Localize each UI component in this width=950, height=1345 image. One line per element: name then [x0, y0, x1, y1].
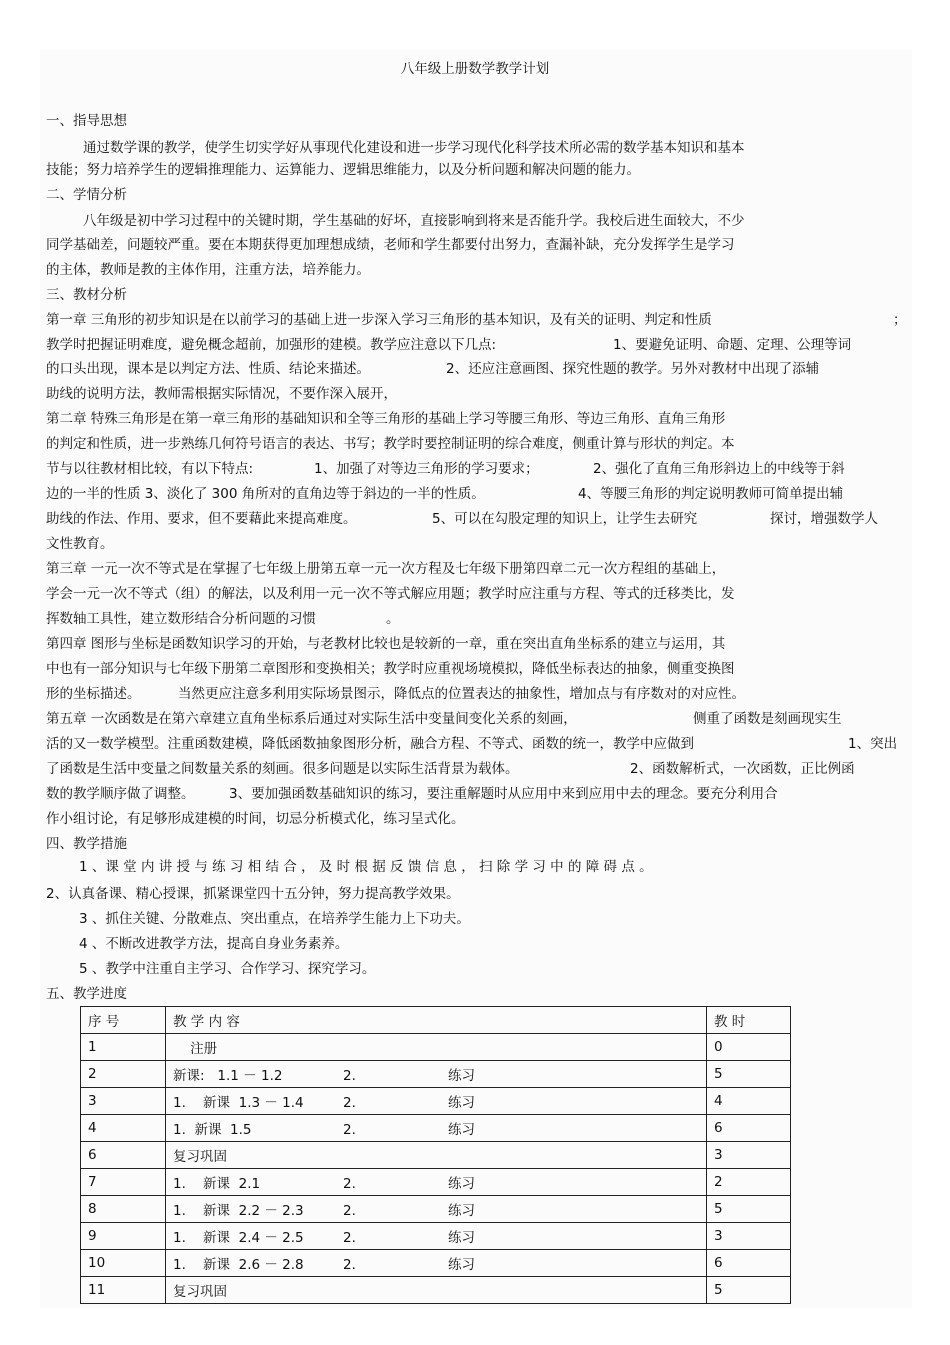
text-line: 探讨，增强数学人 — [770, 511, 878, 527]
content-part-3: 练习 — [448, 1176, 475, 1192]
content-part-2: 2. — [343, 1122, 356, 1138]
table-row — [81, 1061, 791, 1088]
text-line: 的口头出现，课本是以判定方法、性质、结论来描述。 — [46, 361, 370, 377]
table-header-row — [81, 1007, 791, 1034]
content-part-1: 复习巩固 — [173, 1284, 227, 1300]
cell-no: 4 — [81, 1115, 166, 1142]
text-line: 1、要避免证明、命题、定理、公理等词 — [613, 337, 852, 353]
cell-content — [166, 1250, 707, 1277]
header-content: 教 学 内 容 — [166, 1007, 707, 1034]
cell-no: 8 — [81, 1196, 166, 1223]
text-line: 中也有一部分知识与七年级下册第二章图形和变换相关；教学时应重视场境模拟，降低坐标表达的抽象，侧重变换图 — [46, 661, 735, 677]
content-part-3: 练习 — [448, 1230, 475, 1246]
text-line: 的判定和性质，进一步熟练几何符号语言的表达、书写；教学时要控制证明的综合难度，侧重计算与形状的判定。本 — [46, 436, 735, 452]
cell-no: 6 — [81, 1142, 166, 1169]
table-row — [81, 1250, 791, 1277]
text-line: 八年级是初中学习过程中的关键时期，学生基础的好坏，直接影响到将来是否能升学。我校后进生面较大，不少 — [83, 213, 745, 229]
text-line: 挥数轴工具性，建立数形结合分析问题的习惯 — [46, 611, 316, 627]
content-part-3: 练习 — [448, 1068, 475, 1084]
text-line: 第一章 三角形的初步知识是在以前学习的基础上进一步深入学习三角形的基本知识，及有关的证明、判定和性质 — [46, 312, 712, 328]
cell-content — [166, 1115, 707, 1142]
text-line: 五、教学进度 — [46, 986, 127, 1002]
content-part-1: 1. 新课 1.3 － 1.4 — [173, 1095, 304, 1111]
text-line: 二、学情分析 — [46, 187, 127, 203]
cell-hours: 6 — [707, 1115, 791, 1142]
content-part-2: 2. — [343, 1257, 356, 1273]
text-line: 当然更应注意多利用实际场景图示，降低点的位置表达的抽象性，增加点与有序数对的对应性。 — [178, 686, 745, 702]
text-line: 通过数学课的教学，使学生切实学好从事现代化建设和进一步学习现代化科学技术所必需的数学基本知识和基本 — [83, 140, 745, 156]
content-part-1: 复习巩固 — [173, 1149, 227, 1165]
text-line: 助线的作法、作用、要求，但不要藉此来提高难度。 — [46, 511, 357, 527]
table-row — [81, 1115, 791, 1142]
content-part-1: 注册 — [173, 1041, 218, 1057]
content-part-2: 2. — [343, 1203, 356, 1219]
text-line: 侧重了函数是刻画现实生 — [693, 711, 842, 727]
text-line: 5、可以在勾股定理的知识上，让学生去研究 — [432, 511, 698, 527]
text-line: 2、强化了直角三角形斜边上的中线等于斜 — [593, 461, 845, 477]
header-hours: 教 时 — [707, 1007, 791, 1034]
text-line: 1、突出 — [848, 736, 898, 752]
cell-no: 9 — [81, 1223, 166, 1250]
cell-hours: 2 — [707, 1169, 791, 1196]
cell-hours: 5 — [707, 1196, 791, 1223]
text-line: 3 、抓住关键、分散难点、突出重点，在培养学生能力上下功夫。 — [79, 911, 470, 927]
text-line: 一、指导思想 — [46, 113, 127, 129]
table-row — [81, 1088, 791, 1115]
schedule-table — [80, 1006, 791, 1304]
text-line: 作小组讨论，有足够形成建模的时间，切忌分析模式化，练习呈式化。 — [46, 811, 465, 827]
text-line: 活的又一数学模型。注重函数建模，降低函数抽象图形分析，融合方程、不等式、函数的统一，教学中应做到 — [46, 736, 694, 752]
cell-no: 3 — [81, 1088, 166, 1115]
cell-hours: 0 — [707, 1034, 791, 1061]
cell-content — [166, 1196, 707, 1223]
content-part-3: 练习 — [448, 1095, 475, 1111]
content-part-2: 2. — [343, 1230, 356, 1246]
content-part-1: 1. 新课 2.6 － 2.8 — [173, 1257, 304, 1273]
text-line: 三、教材分析 — [46, 287, 127, 303]
content-part-1: 1. 新课 2.4 － 2.5 — [173, 1230, 304, 1246]
text-line: 形的坐标描述。 — [46, 686, 141, 702]
cell-content — [166, 1223, 707, 1250]
text-line: 2、还应注意画图、探究性题的教学。另外对教材中出现了添辅 — [446, 361, 820, 377]
cell-content — [166, 1277, 707, 1304]
cell-content — [166, 1034, 707, 1061]
cell-no: 10 — [81, 1250, 166, 1277]
text-line: 第五章 一次函数是在第六章建立直角坐标系后通过对实际生活中变量间变化关系的刻画， — [46, 711, 577, 727]
table-row — [81, 1034, 791, 1061]
cell-hours: 3 — [707, 1142, 791, 1169]
text-line: 了函数是生活中变量之间数量关系的刻画。很多问题是以实际生活背景为载体。 — [46, 761, 519, 777]
page-title: 八年级上册数学教学计划 — [400, 61, 550, 77]
content-part-2: 2. — [343, 1095, 356, 1111]
text-line: 节与以往教材相比较，有以下特点: — [46, 461, 254, 477]
text-line: 1、加强了对等边三角形的学习要求； — [314, 461, 539, 477]
content-part-2: 2. — [343, 1176, 356, 1192]
content-part-1: 1. 新课 2.1 — [173, 1176, 261, 1192]
content-part-1: 1. 新课 1.5 — [173, 1122, 252, 1138]
cell-content — [166, 1169, 707, 1196]
text-line: ； — [893, 312, 907, 328]
text-line: 的主体，教师是教的主体作用，注重方法，培养能力。 — [46, 262, 370, 278]
text-line: 4 、不断改进教学方法，提高自身业务素养。 — [79, 936, 349, 952]
text-line: 数的教学顺序做了调整。 — [46, 786, 195, 802]
text-line: 教学时把握证明难度，避免概念超前，加强形的建模。教学应注意以下几点: — [46, 337, 497, 353]
cell-hours: 5 — [707, 1277, 791, 1304]
content-part-3: 练习 — [448, 1203, 475, 1219]
text-line: 文性教育。 — [46, 536, 114, 552]
header-no: 序 号 — [81, 1007, 166, 1034]
measure-1-text: 1 、课 堂 内 讲 授 与 练 习 相 结 合 ， 及 时 根 据 反 馈 信 息 ， 扫 除 学 习 中 的 障 碍 点 。 — [79, 859, 653, 875]
text-line: 第二章 特殊三角形是在第一章三角形的基础知识和全等三角形的基础上学习等腰三角形、等边三角形、直角三角形 — [46, 411, 726, 427]
content-part-1: 1. 新课 2.2 － 2.3 — [173, 1203, 304, 1219]
text-line: 助线的说明方法，教师需根据实际情况，不要作深入展开， — [46, 386, 397, 402]
text-line: 3、要加强函数基础知识的练习，要注重解题时从应用中来到应用中去的理念。要充分利用合 — [229, 786, 778, 802]
text-line: 学会一元一次不等式（组）的解法，以及利用一元一次不等式解应用题；教学时应注重与方程、等式的迁移类比，发 — [46, 586, 735, 602]
cell-hours: 3 — [707, 1223, 791, 1250]
text-line: 。 — [386, 611, 400, 627]
table-row — [81, 1169, 791, 1196]
text-line: 5 、教学中注重自主学习、合作学习、探究学习。 — [79, 961, 376, 977]
cell-hours: 4 — [707, 1088, 791, 1115]
cell-no: 7 — [81, 1169, 166, 1196]
text-line: 技能；努力培养学生的逻辑推理能力、运算能力、逻辑思维能力，以及分析问题和解决问题的能力。 — [46, 162, 640, 178]
content-part-2: 2. — [343, 1068, 356, 1084]
text-line: 第四章 图形与坐标是函数知识学习的开始，与老教材比较也是较新的一章，重在突出直角坐标系的建立与运用，其 — [46, 636, 726, 652]
table-row — [81, 1223, 791, 1250]
cell-no: 2 — [81, 1061, 166, 1088]
text-line: 同学基础差，问题较严重。要在本期获得更加理想成绩，老师和学生都要付出努力，查漏补缺，充分发挥学生是学习 — [46, 237, 735, 253]
cell-content — [166, 1061, 707, 1088]
text-line: 边的一半的性质 3、淡化了 300 角所对的直角边等于斜边的一半的性质。 — [46, 486, 485, 502]
cell-content — [166, 1088, 707, 1115]
table-row — [81, 1277, 791, 1304]
content-part-1: 新课: 1.1 － 1.2 — [173, 1068, 283, 1084]
text-line: 四、教学措施 — [46, 836, 127, 852]
text-line: 2、认真备课、精心授课，抓紧课堂四十五分钟，努力提高教学效果。 — [46, 886, 460, 902]
content-part-3: 练习 — [448, 1122, 475, 1138]
text-line: 2、函数解析式，一次函数，正比例函 — [630, 761, 855, 777]
cell-hours: 6 — [707, 1250, 791, 1277]
content-part-3: 练习 — [448, 1257, 475, 1273]
text-line: 第三章 一元一次不等式是在掌握了七年级上册第五章一元一次方程及七年级下册第四章二元一次方程组的基础上， — [46, 561, 726, 577]
table-row — [81, 1196, 791, 1223]
text-line: 4、等腰三角形的判定说明教师可简单提出辅 — [578, 486, 844, 502]
cell-no: 1 — [81, 1034, 166, 1061]
cell-hours: 5 — [707, 1061, 791, 1088]
cell-content — [166, 1142, 707, 1169]
table-row — [81, 1142, 791, 1169]
cell-no: 11 — [81, 1277, 166, 1304]
